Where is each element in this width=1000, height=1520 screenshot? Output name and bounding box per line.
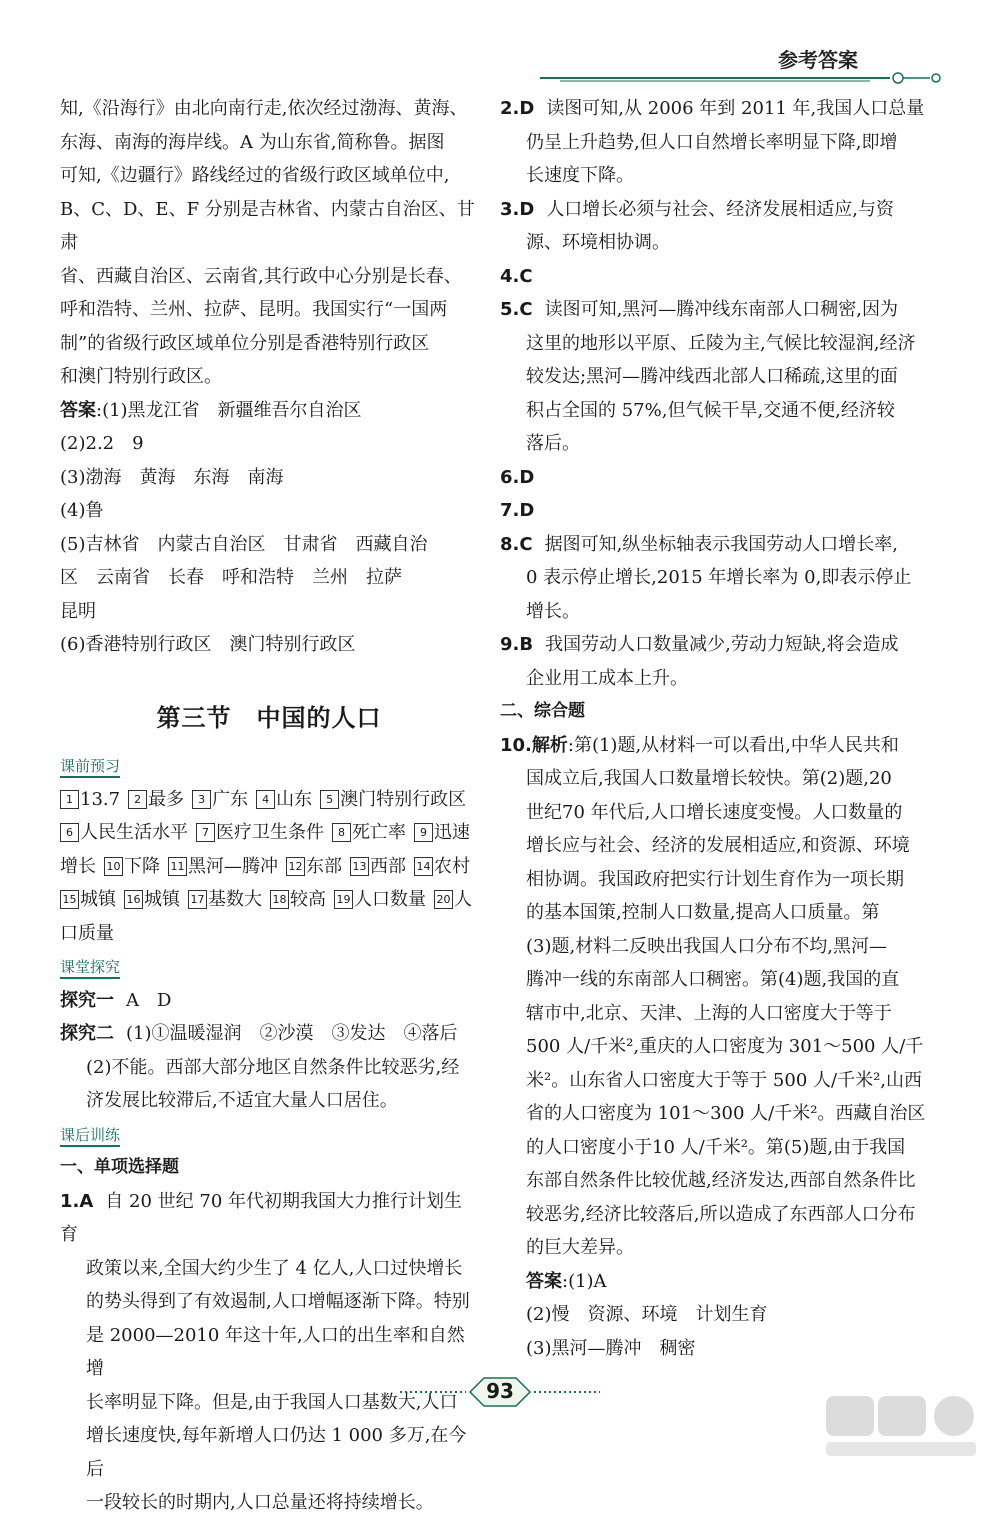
q10-line: 东部自然条件比较优越,经济发达,西部自然条件比 <box>526 1170 916 1191</box>
q8-line: 增长。 <box>526 600 580 622</box>
intro-line: 东海、南海的海岸线。A 为山东省,简称鲁。据图 <box>60 131 445 153</box>
q10-line: 10.解析:第(1)题,从材料一可以看出,中华人民共和 <box>500 734 899 756</box>
q10-line: 较恶劣,经济比较落后,所以造成了东西部人口分布 <box>526 1203 916 1225</box>
q10-answer: (2)慢 资源、环境 计划生育 <box>526 1304 768 1325</box>
preview-item-number: 3 <box>192 790 211 809</box>
q5-line: 积占全国的 57%,但气候干旱,交通不便,经济较 <box>526 399 895 421</box>
q5-line: 落后。 <box>526 433 580 454</box>
tag-after: 课后训练 <box>60 1125 120 1147</box>
preview-item <box>332 822 406 843</box>
q2-line: 2.D 读图可知,从 2006 年到 2011 年,我国人口总量 <box>500 98 925 119</box>
heading-comprehensive: 二、综合题 <box>500 701 585 721</box>
q1-line: 一段较长的时期内,人口总量还将持续增长。 <box>86 1492 434 1513</box>
q10-answer: (3)黑河—腾冲 稠密 <box>526 1337 696 1359</box>
q9-line: 9.B 我国劳动人口数量减少,劳动力短缺,将会造成 <box>500 634 899 655</box>
preview-item-number: 9 <box>414 823 433 842</box>
preview-item-text: 较高 <box>290 889 326 910</box>
q3-line: 源、环境相协调。 <box>526 232 670 253</box>
preview-item-text: 人口质量 <box>60 889 472 944</box>
q10-line: 辖市中,北京、天津、上海的人口密度大于等于 <box>526 1002 892 1024</box>
preview-item <box>334 889 426 910</box>
preview-item-number: 18 <box>270 890 289 909</box>
q2-line: 长速度下降。 <box>526 165 634 186</box>
preview-item-number: 6 <box>60 823 79 842</box>
preview-item-text: 人口数量 <box>354 889 426 910</box>
preview-answers <box>60 783 478 951</box>
preview-item <box>320 789 466 810</box>
answer-line: (2)2.2 9 <box>60 433 144 454</box>
q10-line: 省的人口密度为 101～300 人/千米²。西藏自治区 <box>526 1103 926 1124</box>
q10-line: 的人口密度小于10 人/千米²。第(5)题,由于我国 <box>526 1136 906 1158</box>
q3-number: 3.D <box>500 198 535 220</box>
q1-number: 1.A <box>60 1190 94 1212</box>
q6-number: 6.D <box>500 466 535 488</box>
answer-line: (3)渤海 黄海 东海 南海 <box>60 466 284 488</box>
explore-2-line: 济发展比较滞后,不适宜大量人口居住。 <box>86 1090 398 1111</box>
preview-item-text: 城镇 <box>144 889 180 910</box>
answer-label: 答案 <box>60 399 96 421</box>
preview-item <box>128 789 184 810</box>
right-column <box>500 92 940 1365</box>
preview-item-text: 基数大 <box>208 889 262 910</box>
preview-item-text: 广东 <box>212 788 249 810</box>
q1-line: 是 2000—2010 年这十年,人口的出生率和自然增 <box>86 1324 465 1379</box>
preview-item-number: 15 <box>60 890 79 909</box>
explore-2-line: (2)不能。西部大部分地区自然条件比较恶劣,经 <box>86 1056 460 1078</box>
q8-line: 8.C 据图可知,纵坐标轴表示我国劳动人口增长率, <box>500 533 899 555</box>
preview-item-text: 澳门特别行政区 <box>340 788 467 810</box>
q8-number: 8.C <box>500 533 533 555</box>
preview-item-text: 西部 <box>370 855 406 877</box>
intro-line: 可知,《边疆行》路线经过的省级行政区域单位中, <box>60 165 450 186</box>
preview-item-number: 11 <box>168 857 187 876</box>
intro-line: B、C、D、E、F 分别是吉林省、内蒙古自治区、甘肃 <box>60 198 475 253</box>
preview-item-number: 19 <box>334 890 353 909</box>
preview-item-number: 13 <box>350 857 369 876</box>
preview-item-text: 城镇 <box>80 889 116 910</box>
q10-line: 的基本国策,控制人口数量,提高人口质量。第 <box>526 902 880 923</box>
preview-item-number: 1 <box>60 790 79 809</box>
q10-line: 国成立后,我国人口数量增长较快。第(2)题,20 <box>526 768 892 789</box>
q9-line: 企业用工成本上升。 <box>526 667 688 689</box>
q7-line <box>500 494 940 528</box>
header-title: 参考答案 <box>778 48 858 72</box>
preview-item-text: 农村 <box>434 855 470 877</box>
q8-line: 0 表示停止增长,2015 年增长率为 0,即表示停止 <box>526 567 912 588</box>
header-rule-ornament <box>540 70 950 86</box>
q1-line: 长率明显下降。但是,由于我国人口基数大,人口 <box>86 1391 458 1413</box>
answer-line: 答案:(1)黑龙江省 新疆维吾尔自治区 <box>60 399 362 421</box>
preview-item-text: 山东 <box>276 788 313 810</box>
preview-item-text: 13.7 <box>80 788 121 810</box>
q3-line: 3.D 人口增长必须与社会、经济发展相适应,与资 <box>500 198 895 220</box>
preview-item-number: 10 <box>104 857 123 876</box>
preview-item <box>192 789 248 810</box>
preview-item-text: 下降 <box>124 855 160 877</box>
q1-line: 增长速度快,每年新增人口仍达 1 000 多万,在今后 <box>86 1425 467 1480</box>
watermark-logo <box>822 1392 982 1460</box>
preview-item-text: 死亡率 <box>352 822 406 843</box>
q9-number: 9.B <box>500 634 534 655</box>
q1-line: 政策以来,全国大约少生了 4 亿人,人口过快增长 <box>86 1257 463 1279</box>
q10-line: 相协调。我国政府把实行计划生育作为一项长期 <box>526 868 904 890</box>
preview-item-text: 黑河—腾冲 <box>188 855 278 877</box>
q2-number: 2.D <box>500 98 535 119</box>
preview-item-text: 最多 <box>148 788 185 810</box>
intro-line: 和澳门特别行政区。 <box>60 366 222 387</box>
answer-line: 昆明 <box>60 600 96 622</box>
preview-item-text: 东部 <box>306 855 342 877</box>
q5-number: 5.C <box>500 299 533 320</box>
answer-line: (4)鲁 <box>60 500 104 521</box>
preview-item <box>270 889 326 910</box>
q2-line: 仍呈上升趋势,但人口自然增长率明显下降,即增 <box>526 131 898 153</box>
q1-line: 1.A 自 20 世纪 70 年代初期我国大力推行计划生育 <box>60 1190 462 1245</box>
q10-answer: 答案:(1)A <box>526 1270 607 1292</box>
preview-item <box>104 856 160 877</box>
q1-line: 的势头得到了有效遏制,人口增幅逐渐下降。特别 <box>86 1291 470 1312</box>
q4-line <box>500 260 940 294</box>
left-column <box>60 92 478 1520</box>
preview-item-number: 8 <box>332 823 351 842</box>
preview-item-text: 医疗卫生条件 <box>216 822 324 843</box>
preview-item-text: 人民生活水平 <box>80 822 188 843</box>
intro-line: 知,《沿海行》由北向南行走,依次经过渤海、黄海、 <box>60 98 468 119</box>
q10-number: 10. <box>500 734 532 756</box>
preview-item <box>168 856 278 877</box>
q10-line: 的巨大差异。 <box>526 1237 634 1258</box>
answer-line: 区 云南省 长春 呼和浩特 兰州 拉萨 <box>60 567 402 588</box>
q10-line: 腾冲一线的东南部人口稠密。第(4)题,我国的直 <box>526 969 900 990</box>
explore-2: 探究二 (1)①温暖湿润 ②沙漠 ③发达 ④落后 <box>60 1023 458 1044</box>
tag-preview: 课前预习 <box>60 756 120 778</box>
preview-item-number: 7 <box>196 823 215 842</box>
preview-item <box>286 856 342 877</box>
preview-item-number: 12 <box>286 857 305 876</box>
preview-item-number: 16 <box>124 890 143 909</box>
preview-item <box>60 822 188 843</box>
preview-item <box>60 889 116 910</box>
preview-item <box>60 789 120 810</box>
answer-line: (5)吉林省 内蒙古自治区 甘肃省 西藏自治 <box>60 533 428 555</box>
section-title: 第三节 中国的人口 <box>156 703 382 732</box>
q7-number: 7.D <box>500 500 535 521</box>
preview-item-number: 17 <box>188 890 207 909</box>
q6-line <box>500 461 940 495</box>
q5-line: 这里的地形以平原、丘陵为主,气候比较湿润,经济 <box>526 332 916 354</box>
q5-line: 5.C 读图可知,黑河—腾冲线东南部人口稠密,因为 <box>500 299 899 320</box>
preview-item-number: 2 <box>128 790 147 809</box>
q4-number: 4.C <box>500 265 533 287</box>
preview-item-number: 5 <box>320 790 339 809</box>
preview-item <box>256 789 312 810</box>
tag-class: 课堂探究 <box>60 957 120 979</box>
heading-single-choice: 一、单项选择题 <box>60 1157 179 1177</box>
q10-label: 解析 <box>531 734 568 756</box>
q10-line: 增长应与社会、经济的发展相适应,和资源、环境 <box>526 835 910 856</box>
page-number: 93 <box>486 1379 514 1403</box>
preview-item-number: 14 <box>414 857 433 876</box>
intro-line: 省、西藏自治区、云南省,其行政中心分别是长春、 <box>60 265 462 287</box>
preview-item <box>124 889 180 910</box>
explore-1: 探究一 A D <box>60 989 172 1011</box>
answer-line: (6)香港特别行政区 澳门特别行政区 <box>60 634 356 655</box>
preview-item <box>350 856 406 877</box>
q5-line: 较发达;黑河—腾冲线西北部人口稀疏,这里的面 <box>526 366 898 387</box>
q10-line: 米²。山东省人口密度大于等于 500 人/千米²,山西 <box>526 1069 923 1091</box>
preview-item <box>414 856 470 877</box>
q10-line: 世纪70 年代后,人口增长速度变慢。人口数量的 <box>526 801 903 823</box>
preview-item-number: 4 <box>256 790 275 809</box>
preview-item-text: 迅速增长 <box>60 822 470 877</box>
preview-item <box>188 889 262 910</box>
q10-line: (3)题,材料二反映出我国人口分布不均,黑河— <box>526 935 887 957</box>
preview-item <box>196 822 324 843</box>
preview-item-number: 20 <box>434 890 453 909</box>
intro-line: 呼和浩特、兰州、拉萨、昆明。我国实行“一国两 <box>60 299 448 320</box>
q10-line: 500 人/千米²,重庆的人口密度为 301～500 人/千 <box>526 1036 924 1057</box>
intro-line: 制”的省级行政区域单位分别是香港特别行政区 <box>60 332 430 354</box>
